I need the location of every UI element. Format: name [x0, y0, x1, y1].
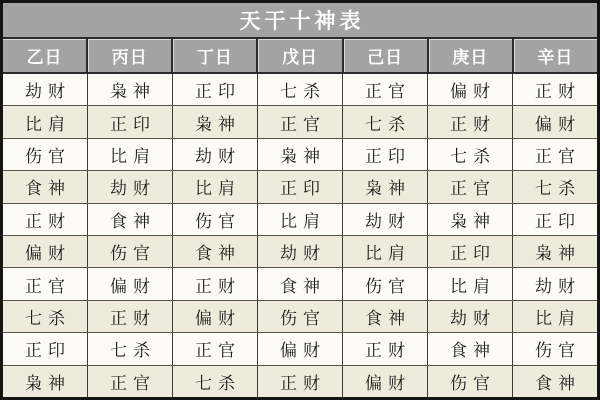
table-cell: 比肩: [25, 114, 71, 135]
table-cell: 正财: [257, 366, 342, 397]
column-header: 庚日: [427, 39, 512, 72]
table-cell: 正印: [342, 139, 427, 170]
table-cell: 比肩: [257, 204, 342, 235]
table-row: [3, 138, 597, 170]
table-cell: 七杀: [342, 106, 427, 137]
table-cell: 正财: [427, 106, 512, 137]
table-cell: 正财: [512, 74, 597, 105]
table-row: [3, 332, 597, 364]
table-cell: 偏财: [427, 74, 512, 105]
table-cell: 正官: [25, 276, 71, 297]
table-cell: 比肩: [87, 139, 172, 170]
table-cell: 正财: [87, 301, 172, 332]
table-cell: 劫财: [87, 171, 172, 202]
table-cell: 伤官: [25, 147, 71, 168]
table-cell: 劫财: [257, 236, 342, 267]
table-cell: 伤官: [342, 268, 427, 299]
table-cell: 偏财: [342, 366, 427, 397]
table-cell: 食神: [257, 268, 342, 299]
table-cell: 偏财: [25, 244, 71, 265]
table-body: [3, 74, 597, 397]
table-cell: 食神: [427, 333, 512, 364]
table-cell: 枭神: [87, 74, 172, 105]
table-cell: 七杀: [25, 309, 71, 330]
table-cell: 食神: [25, 179, 71, 200]
column-header: 丁日: [171, 39, 256, 72]
table-cell: 正印: [87, 106, 172, 137]
table-title: 天干十神表: [3, 3, 597, 39]
table-cell: 比肩: [342, 236, 427, 267]
table-row: [3, 300, 597, 332]
table-cell: 正财: [172, 268, 257, 299]
table-cell: 劫财: [172, 139, 257, 170]
table-cell: 伤官: [172, 204, 257, 235]
table-cell: 七杀: [257, 74, 342, 105]
table-cell: 枭神: [512, 236, 597, 267]
table-cell: 劫财: [342, 204, 427, 235]
table-header-row: [3, 39, 597, 74]
table-cell: 正官: [257, 106, 342, 137]
table-cell: 枭神: [25, 373, 71, 394]
table-cell: 伤官: [427, 366, 512, 397]
table-cell: 正印: [25, 341, 71, 362]
table-cell: 正官: [172, 333, 257, 364]
table-cell: 比肩: [427, 268, 512, 299]
table-cell: 枭神: [427, 204, 512, 235]
table-cell: 食神: [342, 301, 427, 332]
column-header: 乙日: [26, 48, 63, 68]
table-cell: 正官: [427, 171, 512, 202]
table-cell: 正印: [172, 74, 257, 105]
column-header: 辛日: [512, 39, 597, 72]
table-cell: 正官: [87, 366, 172, 397]
table-cell: 偏财: [87, 268, 172, 299]
table-cell: 食神: [87, 204, 172, 235]
table-cell: 伤官: [87, 236, 172, 267]
table-row: [3, 74, 597, 105]
table-row: [3, 105, 597, 137]
table-cell: 枭神: [342, 171, 427, 202]
table-cell: 比肩: [172, 171, 257, 202]
table-cell: 正官: [512, 139, 597, 170]
table-row: [3, 170, 597, 202]
table-cell: 劫财: [427, 301, 512, 332]
table-row: [3, 267, 597, 299]
table-cell: 七杀: [512, 171, 597, 202]
table-cell: 七杀: [87, 333, 172, 364]
table-cell: 劫财: [25, 82, 71, 103]
table-cell: 正财: [342, 333, 427, 364]
table-cell: 食神: [512, 366, 597, 397]
table-cell: 枭神: [257, 139, 342, 170]
table-cell: 七杀: [427, 139, 512, 170]
table-cell: 正财: [25, 211, 71, 232]
table-cell: 七杀: [172, 366, 257, 397]
table-cell: 枭神: [172, 106, 257, 137]
table-cell: 正印: [257, 171, 342, 202]
table-cell: 食神: [172, 236, 257, 267]
column-header: 戊日: [256, 39, 341, 72]
table-cell: 偏财: [257, 333, 342, 364]
table-row: [3, 203, 597, 235]
table-cell: 劫财: [512, 268, 597, 299]
table-cell: 正印: [427, 236, 512, 267]
column-header: 己日: [342, 39, 427, 72]
table-cell: 伤官: [512, 333, 597, 364]
column-header: 丙日: [86, 39, 171, 72]
table-cell: 伤官: [257, 301, 342, 332]
table-cell: 比肩: [512, 301, 597, 332]
table-cell: 正印: [512, 204, 597, 235]
table-cell: 偏财: [172, 301, 257, 332]
table-row: [3, 235, 597, 267]
table-cell: 偏财: [512, 106, 597, 137]
table-cell: 正官: [342, 74, 427, 105]
table-row: [3, 365, 597, 397]
